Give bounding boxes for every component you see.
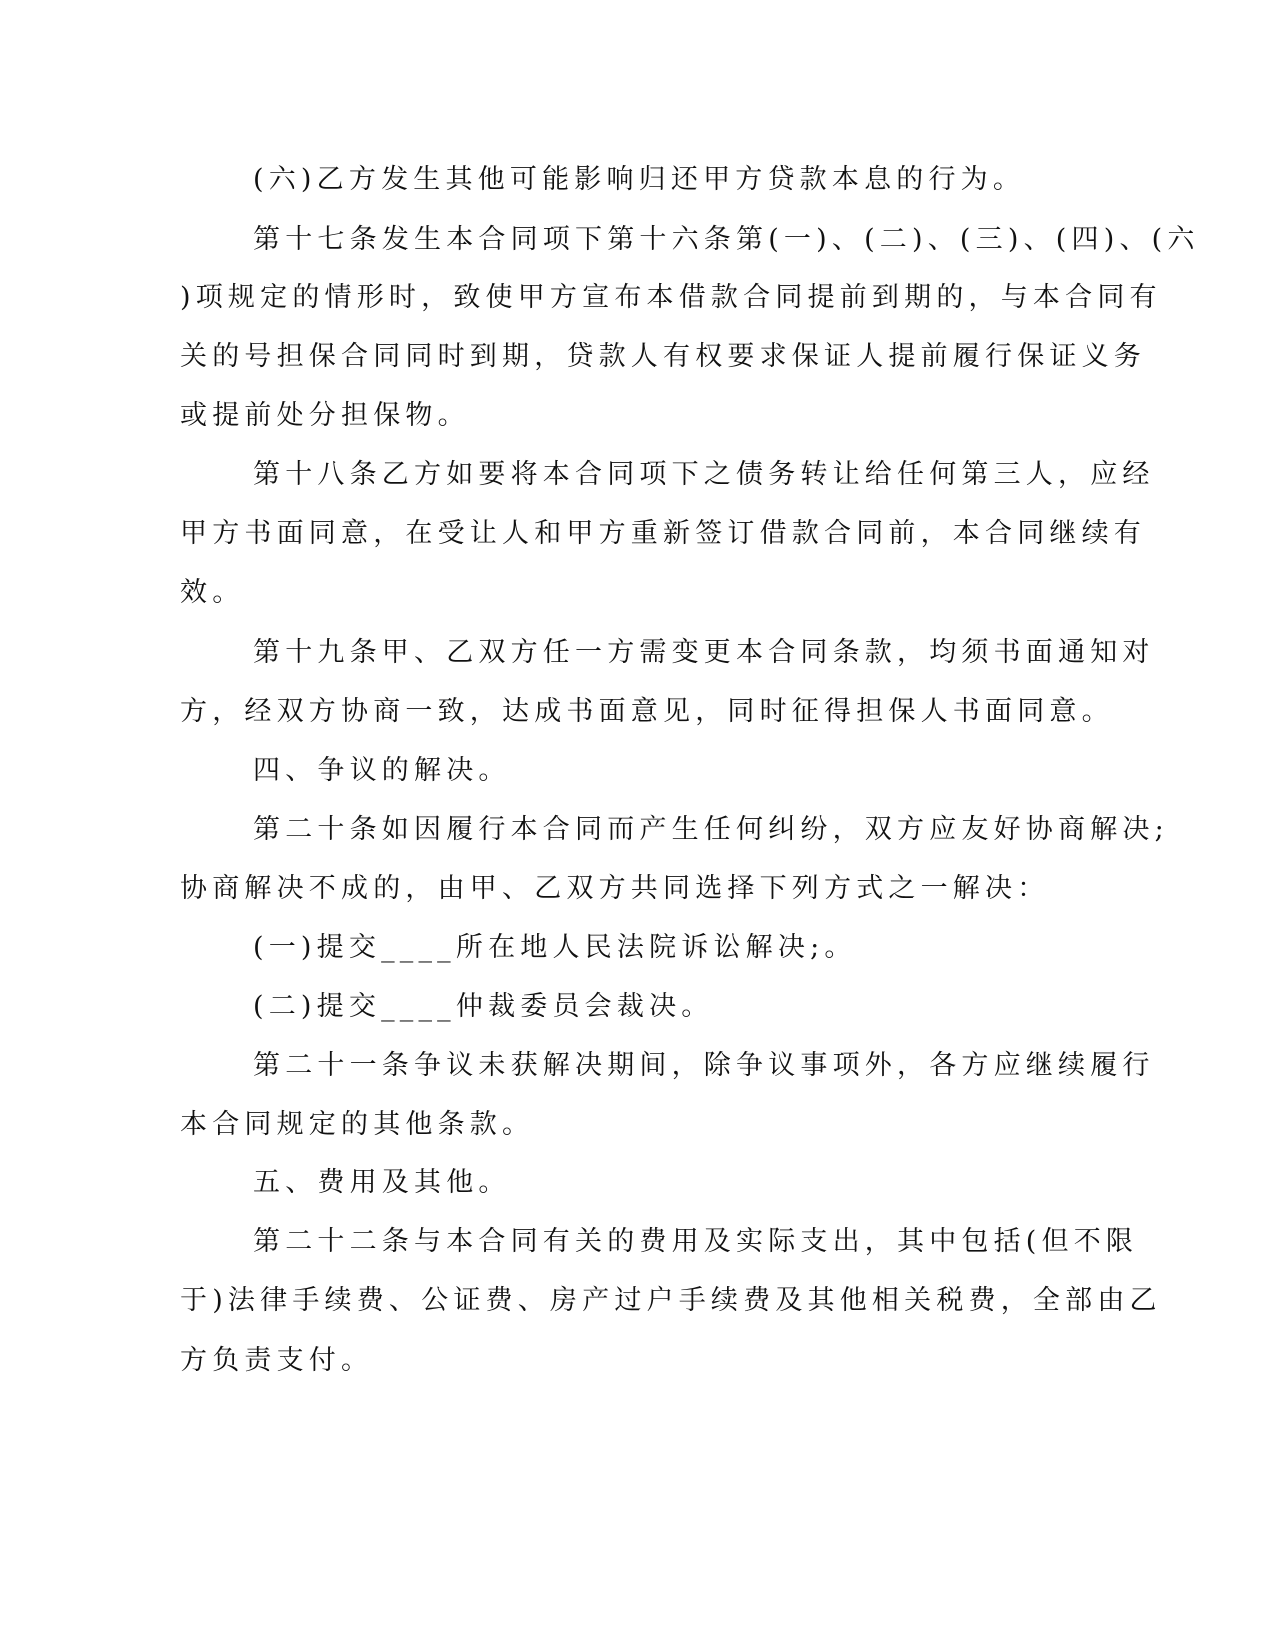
paragraph-line: (一)提交____所在地人民法院诉讼解决;。 bbox=[253, 932, 857, 963]
paragraph-line: 或提前处分担保物。 bbox=[180, 400, 470, 431]
paragraph-line: 效。 bbox=[180, 577, 245, 608]
paragraph-line: 第十七条发生本合同项下第十六条第(一)、(二)、(三)、(四)、(六 bbox=[253, 224, 1200, 255]
paragraph-line: (六)乙方发生其他可能影响归还甲方贷款本息的行为。 bbox=[253, 164, 1026, 195]
section-heading: 五、费用及其他。 bbox=[253, 1167, 511, 1198]
paragraph-line: 第二十条如因履行本合同而产生任何纠纷，双方应友好协商解决; bbox=[253, 814, 1169, 845]
paragraph-line: (二)提交____仲裁委员会裁决。 bbox=[253, 991, 714, 1022]
paragraph-line: 第十九条甲、乙双方任一方需变更本合同条款，均须书面通知对 bbox=[253, 637, 1155, 668]
section-heading: 四、争议的解决。 bbox=[253, 755, 511, 786]
paragraph-line: 第十八条乙方如要将本合同项下之债务转让给任何第三人，应经 bbox=[253, 459, 1155, 490]
paragraph-line: 关的号担保合同同时到期，贷款人有权要求保证人提前履行保证义务 bbox=[180, 341, 1146, 372]
paragraph-line: 方，经双方协商一致，达成书面意见，同时征得担保人书面同意。 bbox=[180, 696, 1114, 727]
paragraph-line: 第二十一条争议未获解决期间，除争议事项外，各方应继续履行 bbox=[253, 1050, 1155, 1081]
paragraph-line: 于)法律手续费、公证费、房产过户手续费及其他相关税费，全部由乙 bbox=[180, 1285, 1162, 1316]
paragraph-line: 本合同规定的其他条款。 bbox=[180, 1109, 535, 1140]
paragraph-line: )项规定的情形时，致使甲方宣布本借款合同提前到期的，与本合同有 bbox=[180, 282, 1162, 313]
paragraph-line: 协商解决不成的，由甲、乙双方共同选择下列方式之一解决： bbox=[180, 873, 1050, 904]
paragraph-line: 第二十二条与本合同有关的费用及实际支出，其中包括(但不限 bbox=[253, 1226, 1139, 1257]
paragraph-line: 甲方书面同意，在受让人和甲方重新签订借款合同前，本合同继续有 bbox=[180, 518, 1146, 549]
paragraph-line: 方负责支付。 bbox=[180, 1345, 374, 1376]
